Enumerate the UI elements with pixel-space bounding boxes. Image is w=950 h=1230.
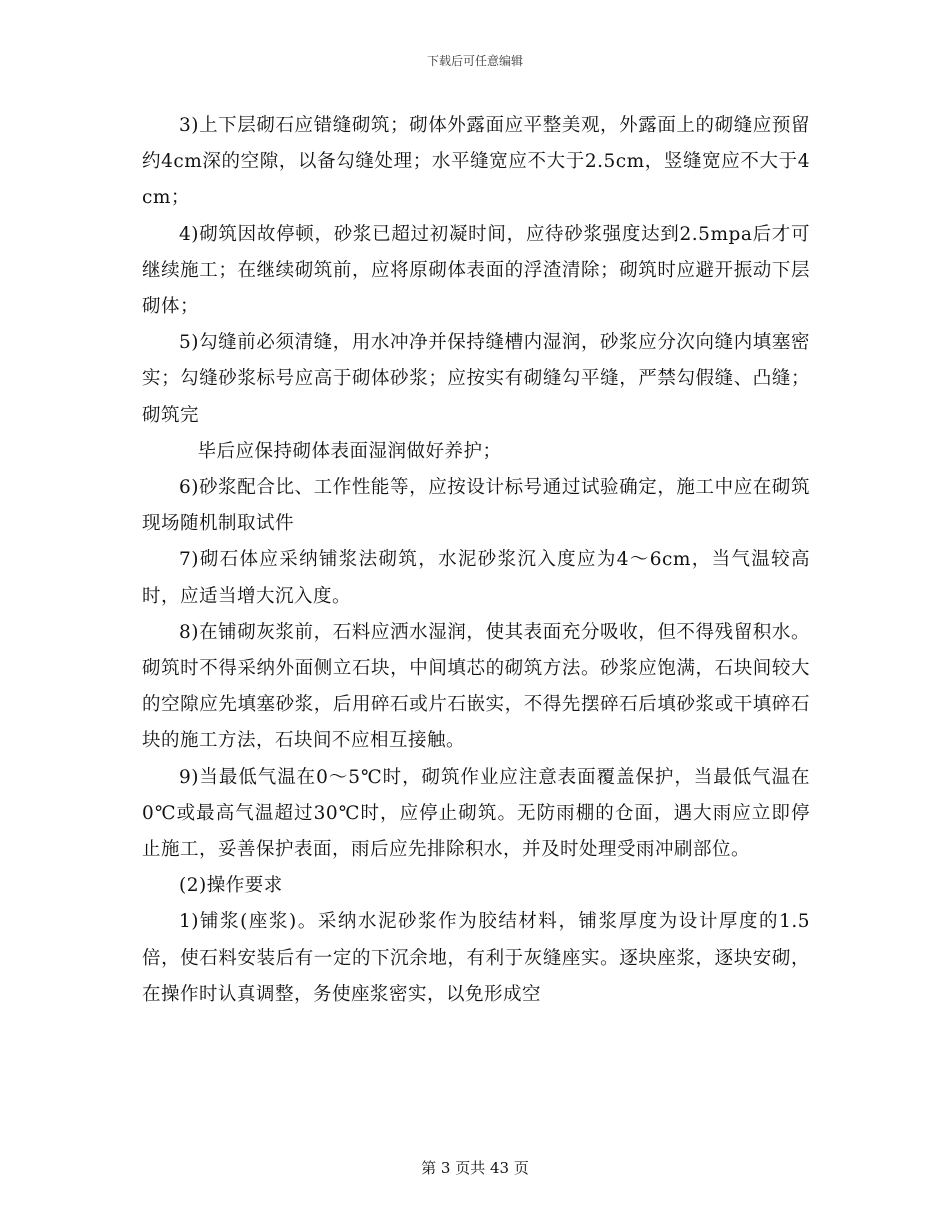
paragraph-4: 4)砌筑因故停顿，砂浆已超过初凝时间，应待砂浆强度达到2.5mpa后才可继续施工；在继续砌筑前，应将原砌体表面的浮渣清除；砌筑时应避开振动下层砌体； [142,223,810,318]
section-heading-operation-requirements: (2)操作要求 [179,875,283,897]
paragraph-8: 8)在铺砌灰浆前，石料应洒水湿润，使其表面充分吸收，但不得残留积水。砌筑时不得采纳外面侧立石块，中间填芯的砌筑方法。砂浆应饱满，石块间较大的空隙应先填塞砂浆，后用碎石或片石嵌实，不得先摆碎石后填砂浆或干填碎石块的施工方法，石块间不应相互接触。 [142,621,810,752]
paragraph-7: 7)砌石体应采纳铺浆法砌筑，水泥砂浆沉入度应为4～6cm，当气温较高时，应适当增大沉入度。 [142,549,810,607]
paragraph-3: 3)上下层砌石应错缝砌筑；砌体外露面应平整美观，外露面上的砌缝应预留约4cm深的空隙，以备勾缝处理；水平缝宽应不大于2.5cm，竖缝宽应不大于4cm； [142,115,810,209]
paragraph-mortar-bedding: 1)铺浆(座浆)。采纳水泥砂浆作为胶结材料，铺浆厚度为设计厚度的1.5倍，使石料安装后有一定的下沉余地，有利于灰缝座实。逐块座浆，逐块安砌，在操作时认真调整，务使座浆密实，以免形成空 [142,911,810,1005]
page-header: 下载后可任意编辑 [426,54,523,68]
paragraph-5-continued: 毕后应保持砌体表面湿润做好养护； [197,440,502,462]
document-body [142,108,810,1013]
paragraph-5: 5)勾缝前必须清缝，用水冲净并保持缝槽内湿润，砂浆应分次向缝内填塞密实；勾缝砂浆标号应高于砌体砂浆；应按实有砌缝勾平缝，严禁勾假缝、凸缝；砌筑完 [142,332,810,426]
paragraph-9: 9)当最低气温在0～5℃时，砌筑作业应注意表面覆盖保护，当最低气温在0℃或最高气温超过30℃时，应停止砌筑。无防雨棚的仓面，遇大雨应立即停止施工，妥善保护表面，雨后应先排除积水，并及时处理受雨冲刷部位。 [142,766,810,861]
page-footer: 第 3 页共 43 页 [421,1159,529,1177]
paragraph-6: 6)砂浆配合比、工作性能等，应按设计标号通过试验确定，施工中应在砌筑现场随机制取试件 [142,477,810,535]
